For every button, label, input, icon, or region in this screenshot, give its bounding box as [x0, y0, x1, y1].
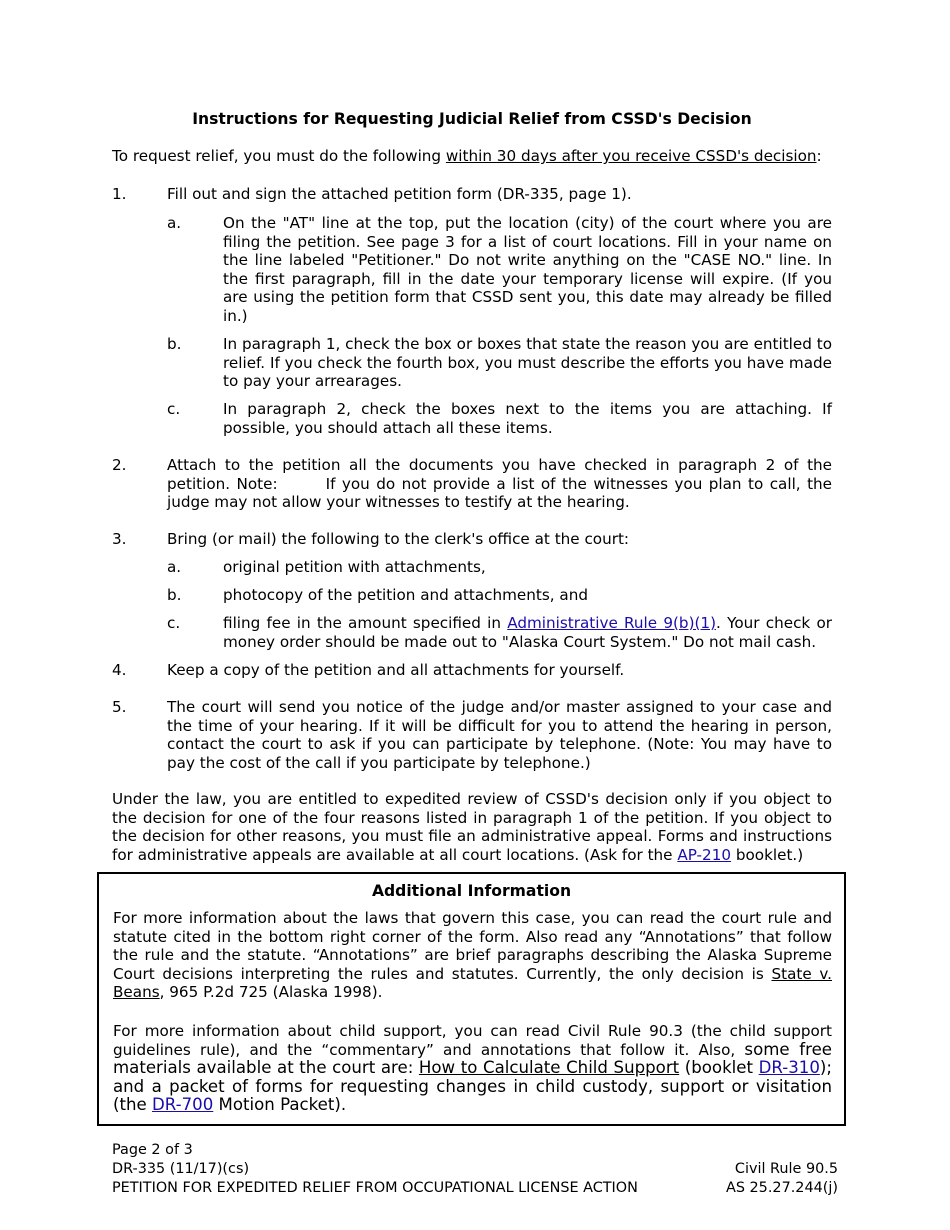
- step-3a-text: original petition with attachments,: [223, 558, 486, 576]
- step-3c-text-end: . Your check or money order should be made out to "Alaska Court System." Do not mail cash.: [223, 614, 832, 651]
- outro-text: Under the law, you are entitled to expedited review of CSSD's decision only if you object to the decision for one of the four reasons listed in paragraph 1 of the petition. If you object to the decision for other reasons, you must file an administrative appeal. Forms and instructions for administrative appeals are available at all court locations. (Ask for the: [112, 790, 832, 864]
- step-1b-text: In paragraph 1, check the box or boxes that state the reason you are entitled to relief. If you check the fourth box, you must describe the efforts you have made to pay your arrearages.: [223, 335, 832, 391]
- additional-info-heading: Additional Information: [371, 882, 572, 900]
- step-3-number: 3.: [112, 530, 127, 548]
- info-p2-mid2: ); and a packet of forms for requesting changes in child custody, support or visitation (the: [113, 1058, 832, 1115]
- info-p1-text: For more information about the laws that govern this case, you can read the court rule and statute cited in the bottom right corner of the form. Also read any “Annotations” that follow the rule and the statute. “Annotations” are brief paragraphs describing the Alaska Supreme Court decisions interpreting the rules and statutes. Currently, the only decision is: [113, 909, 832, 983]
- step-1-number: 1.: [112, 185, 127, 203]
- intro-text: To request relief, you must do the following: [112, 147, 446, 165]
- step-1-text: Fill out and sign the attached petition form (DR-335, page 1).: [167, 185, 632, 203]
- info-p2-end: Motion Packet).: [213, 1095, 347, 1115]
- deadline-underlined: within 30 days after you receive CSSD's decision: [445, 147, 817, 165]
- booklet-title: How to Calculate Child Support: [418, 1058, 680, 1078]
- info-p2-text: For more information about child support, you can read Civil Rule 90.3 (the child support guidelines rule), and the “commentary” and annotations that follow it. Also,: [113, 1022, 832, 1059]
- admin-rule-link[interactable]: Administrative Rule 9(b)(1): [507, 614, 717, 632]
- step-5-number: 5.: [112, 698, 127, 716]
- info-p2-mid: (booklet: [679, 1058, 759, 1078]
- info-paragraph-1: [113, 909, 832, 1002]
- step-3-text: Bring (or mail) the following to the clerk's office at the court:: [167, 530, 630, 548]
- step-1c-text: In paragraph 2, check the boxes next to the items you are attaching. If possible, you should attach all these items.: [223, 400, 832, 437]
- step-3c-letter: c.: [167, 614, 181, 632]
- ap-210-link[interactable]: AP-210: [677, 845, 732, 864]
- step-2-text-note: If you do not provide a list of the witnesses you plan to call, the judge may not allow your witnesses to testify at the hearing.: [167, 474, 832, 512]
- step-2-text: [167, 456, 832, 512]
- page-title: Instructions for Requesting Judicial Relief from CSSD's Decision: [192, 110, 752, 128]
- footer-page-number: Page 2 of 3: [112, 1142, 193, 1158]
- info-p2-materials: some free materials available at the court are:: [113, 1039, 832, 1078]
- step-3c-text: [223, 614, 832, 651]
- step-1a-letter: a.: [167, 214, 182, 232]
- footer-form-number: DR-335 (11/17)(cs): [112, 1161, 250, 1177]
- step-5-text: The court will send you notice of the judge and/or master assigned to your case and the time of your hearing. If it will be difficult for you to attend the hearing in person, contact the court to ask if you can participate by telephone. (Note: You may have to pay the cost of the call if you participate by telephone.): [167, 698, 832, 772]
- dr-700-link[interactable]: DR-700: [151, 1095, 214, 1115]
- dr-310-link[interactable]: DR-310: [758, 1058, 820, 1078]
- footer-row-2: [112, 1160, 838, 1178]
- footer-row-3: [112, 1179, 838, 1197]
- outro-end: booklet.): [731, 845, 804, 864]
- step-4-text: Keep a copy of the petition and all attachments for yourself.: [167, 661, 625, 679]
- step-3b-text: photocopy of the petition and attachments, and: [223, 586, 588, 604]
- step-4-number: 4.: [112, 661, 127, 679]
- footer-form-title: PETITION FOR EXPEDITED RELIEF FROM OCCUPATIONAL LICENSE ACTION: [112, 1180, 638, 1196]
- outro-paragraph: [112, 790, 832, 864]
- step-1a-text: On the "AT" line at the top, put the location (city) of the court where you are filing the petition. See page 3 for a list of court locations. Fill in your name on the line labeled "Petitioner." Do not write anything on the "CASE NO." line. In the first paragraph, fill in the date your temporary license will expire. (If you are using the petition form that CSSD sent you, this date may already be filled in.): [223, 214, 832, 325]
- step-3c-text-start: filing fee in the amount specified in: [223, 614, 508, 632]
- step-2-number: 2.: [112, 456, 127, 474]
- step-2-text-start: Attach to the petition all the documents you have checked in paragraph 2 of the petition. Note:: [167, 456, 832, 493]
- footer-rule: Civil Rule 90.5: [734, 1161, 838, 1177]
- step-1b-letter: b.: [167, 335, 182, 353]
- step-3b-letter: b.: [167, 586, 182, 604]
- info-p1-end: , 965 P.2d 725 (Alaska 1998).: [159, 983, 383, 1002]
- intro-colon: :: [816, 147, 822, 165]
- step-1c-letter: c.: [167, 400, 181, 418]
- step-3a-letter: a.: [167, 558, 182, 576]
- footer-statute: AS 25.27.244(j): [725, 1180, 838, 1196]
- intro-paragraph: [112, 147, 837, 166]
- info-paragraph-2: [113, 1022, 832, 1115]
- additional-info-box: [97, 872, 846, 1126]
- case-citation: State v. Beans: [113, 964, 832, 1002]
